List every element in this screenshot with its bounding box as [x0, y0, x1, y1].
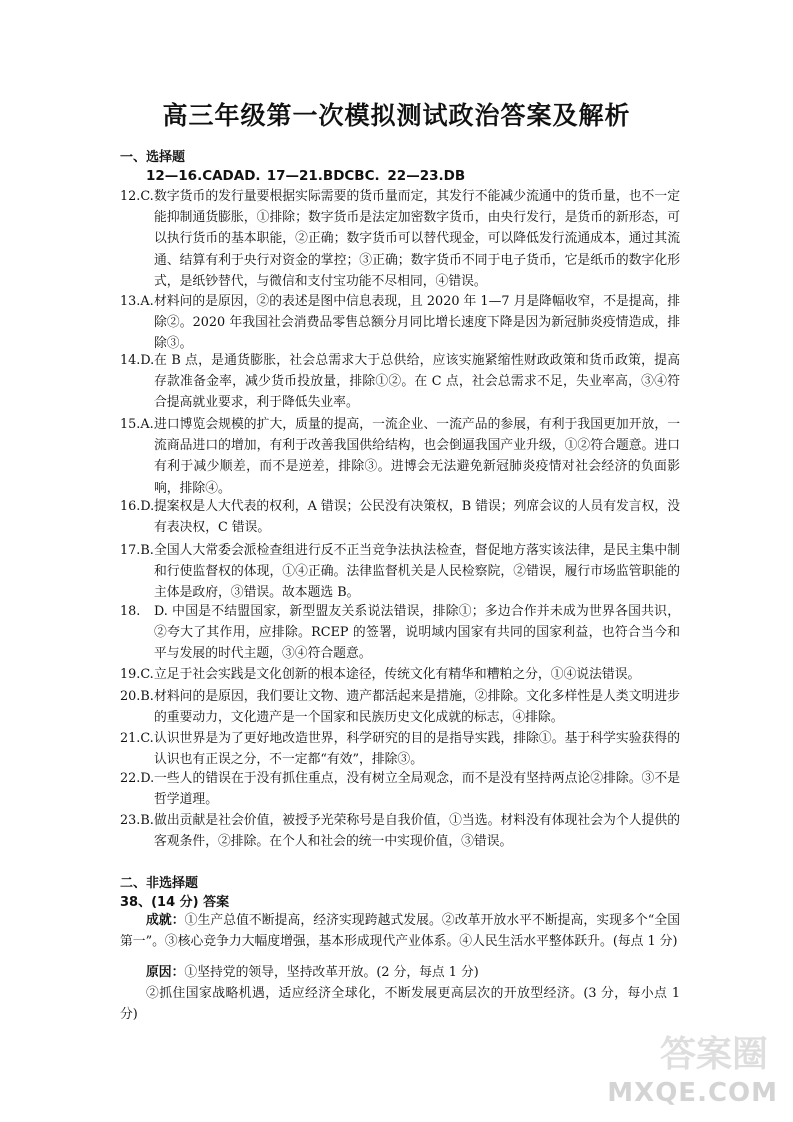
answer-item-22 — [120, 768, 680, 810]
section-heading-choice: 一、选择题 — [120, 150, 186, 165]
answer-item-19 — [120, 664, 680, 685]
watermark-logo-text: 答案圈 — [659, 1034, 768, 1075]
reason-text: ①坚持党的领导，坚持改革开放。(2 分，每点 1 分) — [184, 965, 479, 980]
item-number: 14.D. — [120, 353, 155, 368]
answer-key-row — [146, 168, 465, 184]
item-number: 21.C. — [120, 731, 154, 746]
watermark-url: MXQE.COM — [607, 1078, 778, 1108]
item-explanation: 一些人的错误在于没有抓住重点，没有树立全局观念，而不是没有坚持两点论②排除。③不是哲学道理。 — [154, 771, 680, 808]
answer-key-17-21: 17—21.BDCBC. — [266, 168, 380, 184]
item-number: 22.D. — [120, 771, 155, 786]
item-explanation: 材料问的是原因，我们要让文物、遗产都活起来是措施，②排除。文化多样性是人类文明进步的重要动力，文化遗产是一个国家和民族历史文化成就的标志，④排除。 — [154, 689, 680, 726]
item-number: 13.A. — [120, 294, 154, 309]
q38-reason-2: ②抓住国家战略机遇，适应经济全球化，不断发展更高层次的开放型经济。(3 分，每小点 1 分) — [120, 986, 680, 1022]
item-explanation: 在 B 点，是通货膨胀，社会总需求大于总供给，应该实施紧缩性财政政策和货币政策，提高存款准备金率，减少货币投放量，排除①②。在 C 点，社会总需求不足，失业率高，③④符合提高就业要求，利于降低失业率。 — [154, 353, 680, 411]
answer-item-17 — [120, 540, 680, 604]
item-number: 23.B. — [120, 813, 154, 828]
item-number: 18. — [120, 604, 141, 619]
item-number: 12.C. — [120, 189, 154, 204]
answer-key-12-16: 12—16.CADAD. — [146, 168, 261, 184]
item-number: 20.B. — [120, 689, 154, 704]
question-38-heading: 38、(14 分) 答案 — [120, 895, 230, 910]
item-number: 17.B. — [120, 543, 154, 558]
item-number: 19.C. — [120, 667, 154, 682]
item-explanation: 提案权是人大代表的权利，A 错误；公民没有决策权，B 错误；列席会议的人员有发言权，没有表决权，C 错误。 — [154, 499, 680, 536]
item-number: 16.D. — [120, 499, 155, 514]
item-explanation: 全国人大常委会派检查组进行反不正当竞争法执法检查，督促地方落实该法律，是民主集中制和行使监督权的体现，①④正确。法律监督机关是人民检察院，②错误，履行市场监管职能的主体是政府，③错误。故本题选 B。 — [154, 543, 680, 601]
answer-item-12 — [120, 186, 680, 292]
answer-item-15 — [120, 414, 680, 499]
answer-item-23 — [120, 810, 680, 852]
reason-label: 原因： — [146, 965, 185, 980]
page-title: 高三年级第一次模拟测试政治答案及解析 — [162, 101, 631, 130]
answer-key-22-23: 22—23.DB — [387, 168, 466, 184]
answer-item-16 — [120, 496, 680, 538]
item-explanation: D. 中国是不结盟国家，新型盟友关系说法错误，排除①；多边合作并未成为世界各国共识，②夸大了其作用，应排除。RCEP 的签署，说明域内国家有共同的国家利益，也符合当今和平与发展的时代主题，③④符合题意。 — [154, 604, 680, 662]
item-explanation: 立足于社会实践是文化创新的根本途径，传统文化有精华和糟粕之分，①④说法错误。 — [154, 667, 641, 682]
item-explanation: 进口博览会规模的扩大，质量的提高，一流企业、一流产品的参展，有利于我国更加开放，一流商品进口的增加，有利于改善我国供给结构，也会倒逼我国产业升级，①②符合题意。进口有利于减少顺差，而不是逆差，排除③。进博会无法避免新冠肺炎疫情对社会经济的负面影响，排除④。 — [154, 417, 680, 496]
answer-item-13 — [120, 291, 680, 355]
item-explanation: 做出贡献是社会价值，被授予光荣称号是自我价值，①当选。材料没有体现社会为个人提供的客观条件，②排除。在个人和社会的统一中实现价值，③错误。 — [154, 813, 680, 850]
item-explanation: 材料问的是原因，②的表述是图中信息表现，且 2020 年 1—7 月是降幅收窄，不是提高，排除②。2020 年我国社会消费品零售总额分月同比增长速度下降是因为新冠肺炎疫情造成，排除③。 — [154, 294, 680, 352]
section-heading-nonchoice: 二、非选择题 — [120, 876, 199, 891]
answer-item-20 — [120, 686, 680, 728]
answer-item-18 — [120, 601, 680, 665]
item-explanation: 认识世界是为了更好地改造世界，科学研究的目的是指导实践，排除①。基于科学实验获得的认识也有正误之分，不一定都“有效”，排除③。 — [154, 731, 680, 768]
q38-achievement — [120, 910, 680, 952]
item-explanation: 数字货币的发行量要根据实际需要的货币量而定，其发行不能减少流通中的货币量，也不一定能抑制通货膨胀，①排除；数字货币是法定加密数字货币，由央行发行，是货币的新形态，可以执行货币的基本职能，②正确；数字货币可以替代现金，可以降低发行流通成本，通过其流通、结算有利于央行对资金的掌控；③正确；数字货币不同于电子货币，它是纸币的数字化形式，是纸钞替代，与微信和支付宝功能不尽相同，④错误。 — [154, 189, 680, 289]
site-watermark — [607, 1026, 778, 1116]
answer-item-14 — [120, 350, 680, 414]
achievement-label: 成就： — [146, 913, 185, 928]
item-number: 15.A. — [120, 417, 154, 432]
achievement-text: ①生产总值不断提高，经济实现跨越式发展。②改革开放水平不断提高，实现多个“全国第一”。③核心竞争力大幅度增强，基本形成现代产业体系。④人民生活水平整体跃升。(每点 1 分) — [120, 913, 681, 949]
q38-reason — [120, 962, 680, 983]
answer-item-21 — [120, 728, 680, 770]
